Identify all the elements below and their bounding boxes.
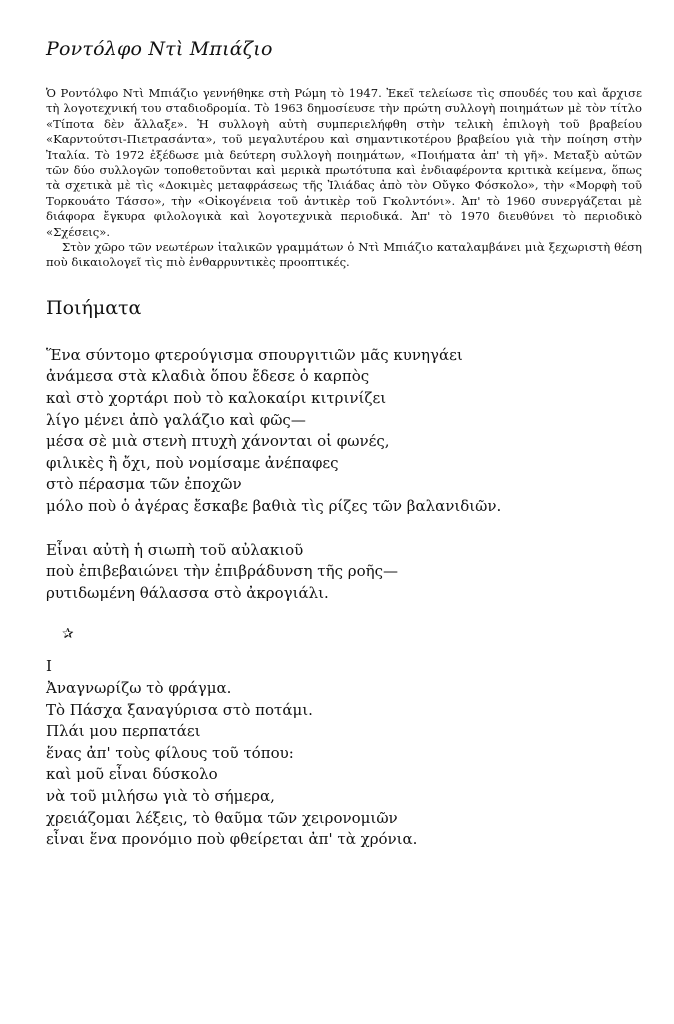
poem-line: μόλο ποὺ ὁ ἀγέρας ἔσκαβε βαθιὰ τὶς ρίζες τῶν βαλανιδιῶν. xyxy=(46,497,502,516)
poem-line: καὶ στὸ χορτάρι ποὺ τὸ καλοκαίρι κιτρινίζει xyxy=(46,389,387,408)
poem-line: ἕνας ἀπ' τοὺς φίλους τοῦ τόπου: xyxy=(46,743,294,762)
author-bio xyxy=(46,86,642,271)
bio-paragraph-1: Ὁ Ροντόλφο Ντὶ Μπιάζιο γεννήθηκε στὴ Ρώμη τὸ 1947. Ἐκεῖ τελείωσε τὶς σπουδές του καὶ ἄρχισε τὴ λογοτεχνική του σταδιοδρομία. Τὸ 1963 δημοσίευσε τὴν πρώτη συλλογὴ ποιημάτων μὲ τὸν τίτλο «Τίποτα δὲν ἄλλαξε». Ἡ συλλογὴ αὐτὴ συμπεριελήφθη στὴν τελικὴ ἐπιλογὴ τοῦ βραβείου «Καρντούτσι-Πιετρασάντα», τοῦ μεγαλυτέρου καὶ σημαντικοτέρου βραβείου γιὰ τὴν ποίηση στὴν Ἰταλία. Τὸ 1972 ἐξέδωσε μιὰ δεύτερη συλλογὴ ποιημάτων, «Ποιήματα ἀπ' τὴ γῆ». Μεταξὺ αὐτῶν τῶν δύο συλλογῶν τοποθετοῦνται καὶ μερικὰ πρωτότυπα καὶ ἐνδιαφέροντα κριτικὰ κείμενα, ὅπως τὰ σχετικὰ μὲ τὶς «Δοκιμὲς μεταφράσεως τῆς Ἰλιάδας ἀπὸ τὸν Οὔγκο Φόσκολο», τὴν «Μορφὴ τοῦ Τορκουάτο Τάσσο», τὴν «Οἰκογένεια τοῦ ἀντικὲρ τοῦ Γκολντόνι». Ἀπ' τὸ 1960 συνεργάζεται μὲ διάφορα ἔγκυρα φιλολογικὰ καὶ λογοτεχνικὰ περιοδικά. Ἀπ' τὸ 1970 διευθύνει τὸ περιοδικὸ «Σχέσεις». xyxy=(46,86,642,239)
poem-stanza-2 xyxy=(46,540,642,605)
poem-line: ἀνάμεσα στὰ κλαδιὰ ὅπου ἔδεσε ὁ καρπὸς xyxy=(46,367,370,386)
poem-line: Ἕνα σύντομο φτερούγισμα σπουργιτιῶν μᾶς κυνηγάει xyxy=(46,345,463,364)
star-ornament-icon: ✰ xyxy=(62,626,74,643)
part-number: I xyxy=(46,657,52,676)
poem-line: Τὸ Πάσχα ξαναγύρισα στὸ ποτάμι. xyxy=(46,700,313,719)
poem-line: νὰ τοῦ μιλήσω γιὰ τὸ σήμερα, xyxy=(46,786,275,805)
poem-line: στὸ πέρασμα τῶν ἐποχῶν xyxy=(46,475,242,494)
author-heading: Ροντόλφο Ντὶ Μπιάζιο xyxy=(46,38,273,60)
poem-line: ρυτιδωμένη θάλασσα στὸ ἀκρογιάλι. xyxy=(46,583,329,602)
page-content xyxy=(46,38,642,873)
poem-line: εἶναι ἕνα προνόμιο ποὺ φθείρεται ἀπ' τὰ χρόνια. xyxy=(46,830,418,849)
poem-line: Πλάι μου περπατάει xyxy=(46,722,201,741)
poem-line: μέσα σὲ μιὰ στενὴ πτυχὴ χάνονται οἱ φωνές, xyxy=(46,432,390,451)
poem-line: Εἶναι αὐτὴ ἡ σιωπὴ τοῦ αὐλακιοῦ xyxy=(46,540,304,559)
poem-line: λίγο μένει ἀπὸ γαλάζιο καὶ φῶς— xyxy=(46,410,306,429)
poem-line: ποὺ ἐπιβεβαιώνει τὴν ἐπιβράδυνση τῆς ροῆς— xyxy=(46,562,398,581)
poem-stanza-3 xyxy=(46,678,642,851)
poem-line: Ἀναγνωρίζω τὸ φράγμα. xyxy=(46,679,232,697)
bio-paragraph-2: Στὸν χῶρο τῶν νεωτέρων ἰταλικῶν γραμμάτων ὁ Ντὶ Μπιάζιο καταλαμβάνει μιὰ ξεχωριστὴ θέση ποὺ δικαιολογεῖ τὶς πιὸ ἐνθαρρυντικὲς προοπτικές. xyxy=(46,240,642,270)
poem-stanza-1 xyxy=(46,345,642,518)
poem-line: φιλικὲς ἢ ὄχι, ποὺ νομίσαμε ἀνέπαφες xyxy=(46,453,339,472)
poem-line: χρειάζομαι λέξεις, τὸ θαῦμα τῶν χειρονομιῶν xyxy=(46,808,398,827)
poem-line: καὶ μοῦ εἶναι δύσκολο xyxy=(46,765,218,784)
section-title: Ποιήματα xyxy=(46,296,142,319)
